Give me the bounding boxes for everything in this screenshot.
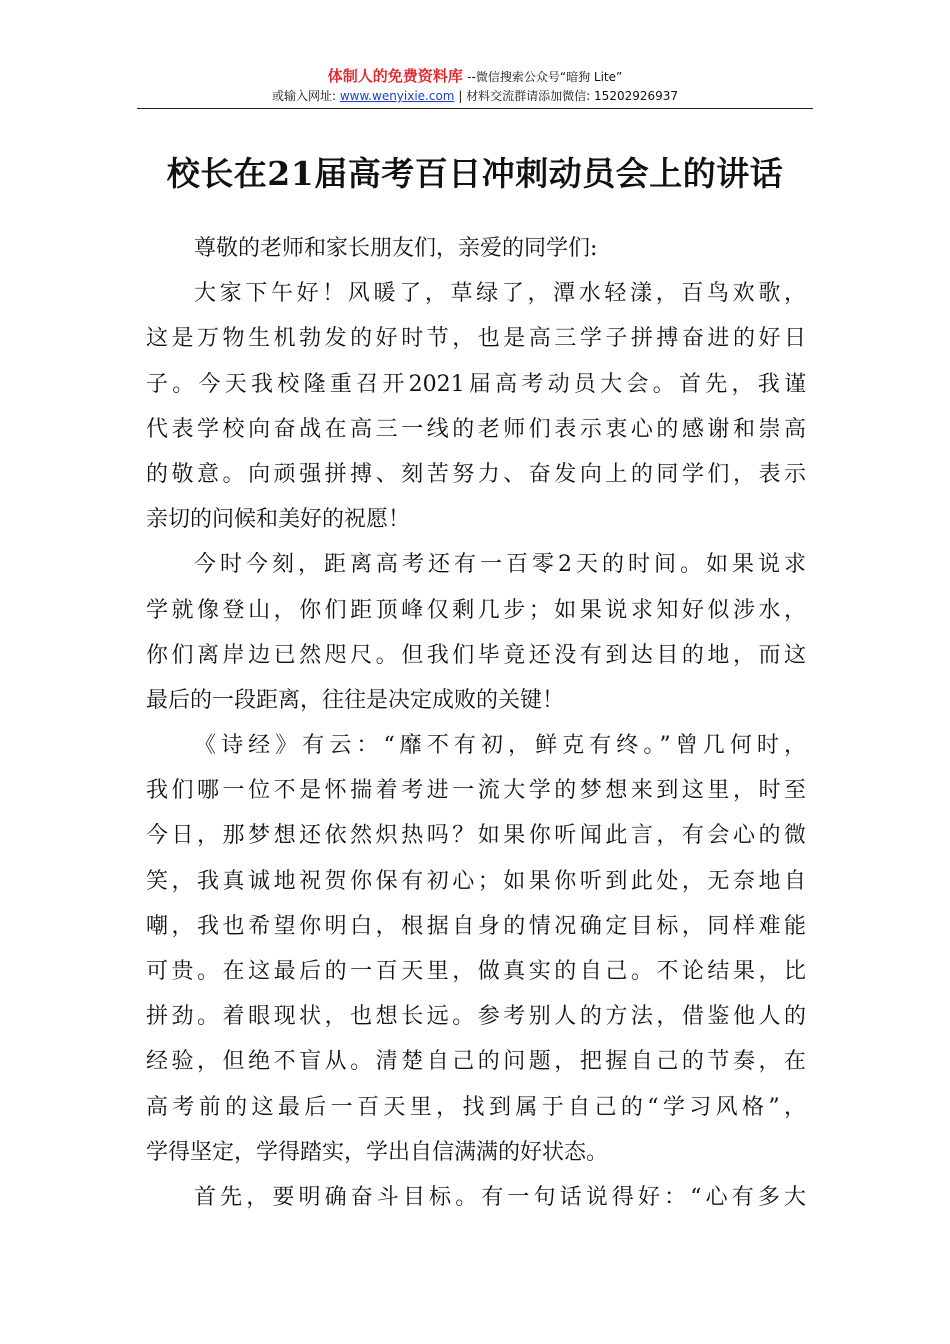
header-wechat-note: --微信搜索公众号“暗狗 Lite” bbox=[467, 70, 623, 84]
body-line: 最后的一段距离，往往是决定成败的关键！ bbox=[146, 687, 565, 713]
body-line: 嘲，我也希望你明白，根据自身的情况确定目标，同样难能 bbox=[146, 913, 806, 939]
page-header bbox=[137, 66, 813, 105]
body-line: 拼劲。着眼现状，也想长远。参考别人的方法，借鉴他人的 bbox=[146, 1004, 806, 1030]
header-contact: | 材料交流群请添加微信: 15202926937 bbox=[458, 89, 679, 103]
body-line: 子。今天我校隆重召开2021届高考动员大会。首先，我谨 bbox=[146, 371, 806, 397]
body-line: 高考前的这最后一百天里，找到属于自己的“学习风格”， bbox=[146, 1094, 806, 1120]
body-line: 你们离岸边已然咫尺。但我们毕竟还没有到达目的地，而这 bbox=[146, 642, 806, 668]
header-url-prefix: 或输入网址: bbox=[271, 89, 337, 103]
body-line: 笑，我真诚地祝贺你保有初心；如果你听到此处，无奈地自 bbox=[146, 868, 806, 894]
body-line: 今时今刻，距离高考还有一百零2天的时间。如果说求 bbox=[194, 552, 806, 578]
body-line: 今日，那梦想还依然炽热吗？如果你听闻此言，有会心的微 bbox=[146, 823, 806, 849]
body-line: 尊敬的老师和家长朋友们，亲爱的同学们: bbox=[194, 236, 598, 261]
body-line: 的敬意。向顽强拼搏、刻苦努力、奋发向上的同学们，表示 bbox=[146, 461, 806, 487]
body-line: 可贵。在这最后的一百天里，做真实的自己。不论结果，比 bbox=[146, 959, 806, 984]
body-line: 学就像登山，你们距顶峰仅剩几步；如果说求知好似涉水， bbox=[146, 597, 806, 623]
header-url-link[interactable]: www.wenyixie.com bbox=[339, 89, 455, 103]
body-line: 学得坚定，学得踏实，学出自信满满的好状态。 bbox=[146, 1139, 609, 1165]
header-promo-line bbox=[137, 66, 813, 87]
body-line: 首先，要明确奋斗目标。有一句话说得好：“心有多大 bbox=[194, 1184, 806, 1210]
header-divider bbox=[137, 108, 813, 109]
body-line: 代表学校向奋战在高三一线的老师们表示衷心的感谢和崇高 bbox=[146, 416, 806, 442]
body-line: 大家下午好！风暖了，草绿了，潭水轻漾，百鸟欢歌， bbox=[194, 281, 806, 307]
document-body bbox=[146, 226, 806, 1220]
header-brand: 体制人的免费资料库 bbox=[327, 67, 463, 85]
body-line: 这是万物生机勃发的好时节，也是高三学子拼搏奋进的好日 bbox=[146, 326, 806, 352]
header-contact-line bbox=[137, 87, 813, 105]
body-line: 《诗经》有云：“靡不有初，鲜克有终。”曾几何时， bbox=[194, 733, 806, 759]
body-line: 经验，但绝不盲从。清楚自己的问题，把握自己的节奏，在 bbox=[146, 1049, 806, 1075]
body-line: 亲切的问候和美好的祝愿！ bbox=[146, 507, 411, 533]
body-line: 我们哪一位不是怀揣着考进一流大学的梦想来到这里，时至 bbox=[146, 778, 806, 804]
document-title: 校长在21届高考百日冲刺动员会上的讲话 bbox=[166, 154, 784, 193]
